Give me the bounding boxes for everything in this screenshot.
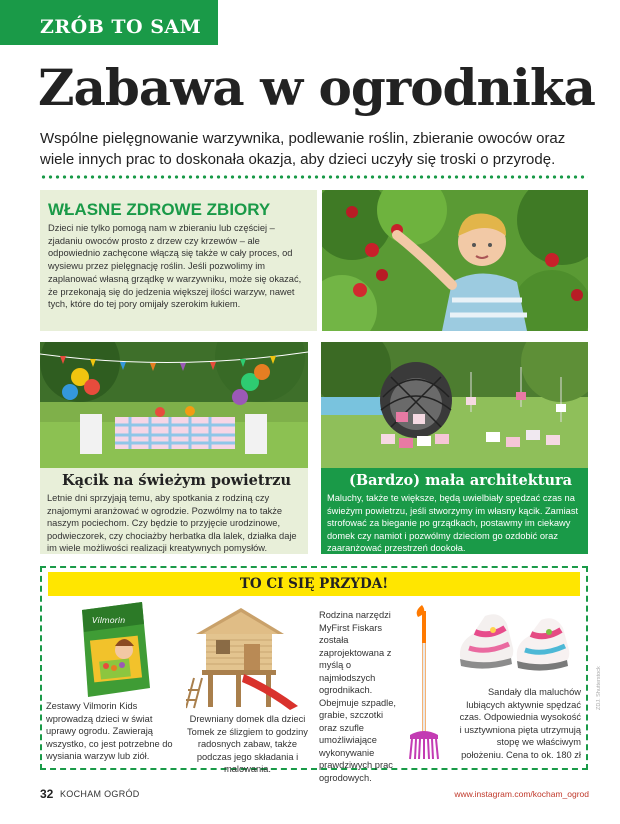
products-heading-bar [48,572,580,596]
outdoor-corner-text: Letnie dni sprzyjają temu, aby spotkania z rodziną czy znajomymi aranżować w ogrodzie. Pozwólmy na to także naszym pociechom. Czy będzie to przyjęcie urodzinowe, podwieczorek, czy chociażby herbatka dla lalek, działka daje im wiele możliwości realizacji kreatywnych pomysłów. [47,493,297,553]
rake-tool-image [404,603,446,763]
sandals-text: Sandały dla maluchów lubiących aktywnie spędzać czas. Odpowiednia wysokość i usztywniona pięta utrzymują stopę we właściwym położeniu. Cena to ok. 180 zł [459,687,581,760]
seed-kit-image [78,602,154,697]
fiskars-tools-text: Rodzina narzędzi MyFirst Fiskars została zaprojektowana z myślą o najmłodszych ogrodnikach. Obejmuje szpadle, grabie, szczotki oraz szufle umożliwiające wykonywanie prawdziwych prac ogrodowych. [319,610,396,783]
apple-picking-photo [322,190,588,331]
page-title: Zabawa w ogrodnika [38,58,595,117]
section-tab-label: ZRÓB TO SAM [40,16,202,38]
vilmorin-logo-text: Vilmorin [92,616,126,625]
playhouse-text: Drewniany domek dla dzieci Tomek ze ślizgiem to godziny radosnych zabaw, także podczas jego składania i malowania. [187,714,308,774]
section-tab [0,0,218,45]
photo-credit: ZDJ. Shutterstock [596,666,602,710]
outdoor-corner-title: Kącik na świeżym powietrzu [62,472,291,489]
nest-tent-photo [321,342,588,468]
architecture-title: (Bardzo) mała architektura [349,472,573,489]
garden-party-photo [40,342,308,468]
harvest-text: Dzieci nie tylko pomogą nam w zbieraniu lub częściej – zjadaniu owoców prosto z drzew czy krzewów – ale odpowiednio zachęcone włączą się także w cały proces, od wysiewu przez pielęgnację roślin. Jeśli pozwolimy im zaplanować własną grządkę w warzywniku, może się okazać, że przekonają się do jedzenia większej ilości warzyw, nawet tych, które do tej pory omijały szerokim łukiem. [48,223,302,310]
wooden-playhouse-image [186,606,301,710]
products-heading: TO CI SIĘ PRZYDA! [239,576,389,592]
outdoor-corner-box [40,468,308,554]
harvest-title: WŁASNE ZDROWE ZBIORY [48,200,271,219]
architecture-text: Maluchy, także te większe, będą uwielbiały spędzać czas na świeżym powietrzu, jeśli stworzymy im własny kącik. Zamiast strofować za bieganie po grządkach, postawmy im ciekawy domek czy namiot i pozwólmy dzieciom go ozdobić oraz zaaranżować przestrzeń dookoła. [327,493,579,553]
seed-kit-text: Zestawy Vilmorin Kids wprowadzą dzieci w świat uprawy ogrodu. Zawierają wszystko, co jest potrzebne do wysiania warzyw lub ziół. [46,701,173,761]
sandals-image [455,604,585,674]
instagram-link[interactable]: www.instagram.com/kocham_ogrod [454,789,589,799]
architecture-box [321,468,588,554]
dotted-divider [40,175,588,179]
lead-paragraph: Wspólne pielęgnowanie warzywnika, podlewanie roślin, zbieranie owoców oraz wiele innych prac to doskonała okazja, aby dzieci uczyły się troski o przyrodę. [40,130,566,168]
magazine-name: KOCHAM OGRÓD [60,789,140,799]
harvest-box [40,190,317,331]
page-number: 32 [40,787,54,801]
